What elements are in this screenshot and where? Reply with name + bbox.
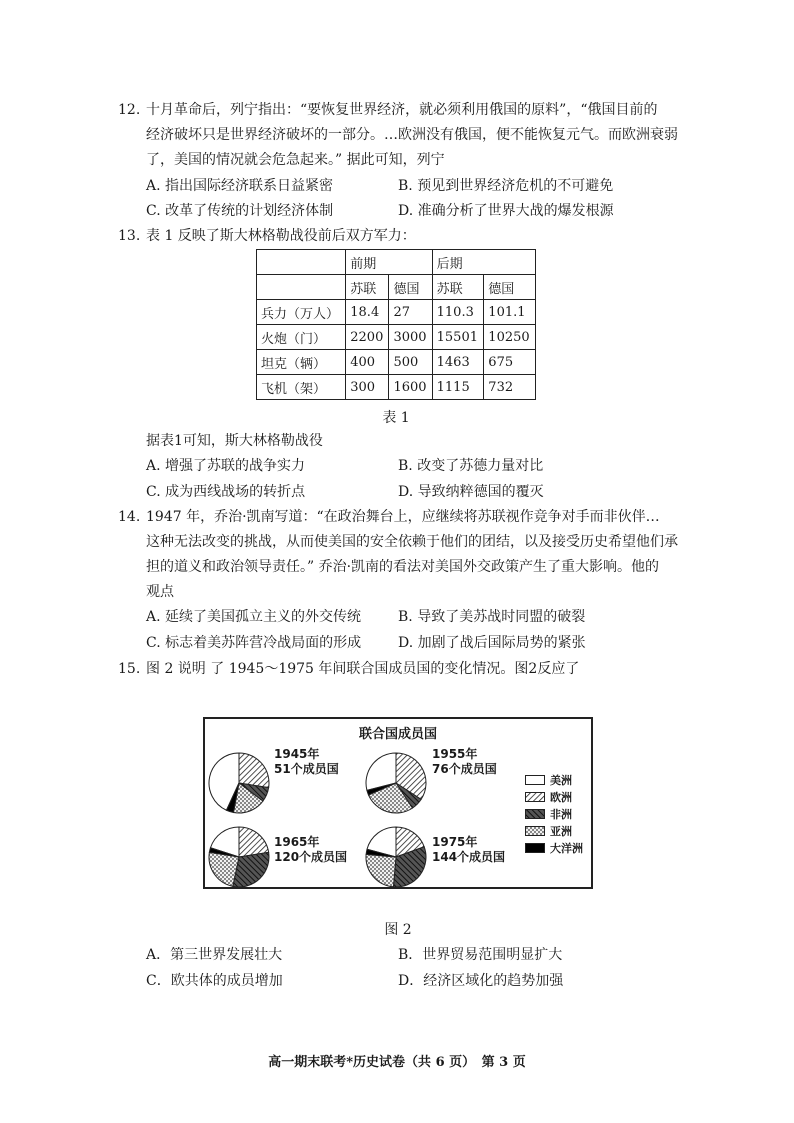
q14-number: 14. xyxy=(118,509,141,525)
table-corner-cell xyxy=(257,250,346,275)
pie-1955 xyxy=(366,753,426,813)
table-period-header: 后期 xyxy=(432,250,535,275)
figure-title: 联合国成员国 xyxy=(358,727,437,742)
legend-item-americas xyxy=(525,771,583,788)
q14-option-c[interactable]: C. 标志着美苏阵营冷战局面的形成 xyxy=(146,635,362,651)
legend-item-europe xyxy=(525,788,583,805)
pie-label-year: 1965年 xyxy=(274,835,320,849)
pie-label-1945 xyxy=(274,747,339,777)
table-side-header: 苏联 xyxy=(346,275,389,300)
pie-slice-asia xyxy=(366,854,396,887)
table-cell: 2200 xyxy=(346,325,389,350)
q15-option-c[interactable]: C．欧共体的成员增加 xyxy=(146,973,283,989)
table-subheader-row xyxy=(257,275,536,300)
pie-slice-europe xyxy=(239,827,269,857)
q14-option-b[interactable]: B. 导致了美苏战时同盟的破裂 xyxy=(398,609,586,625)
q14-line-4: 观点 xyxy=(146,584,174,600)
legend-label: 非洲 xyxy=(550,807,572,821)
un-members-figure xyxy=(203,717,593,889)
pie-slice-europe xyxy=(239,753,269,788)
army-strength-table xyxy=(256,249,536,400)
table-cell: 27 xyxy=(389,300,432,325)
pie-label-1955 xyxy=(432,747,497,777)
figure-caption: 图 2 xyxy=(384,922,412,938)
table-cell: 15501 xyxy=(432,325,484,350)
table-row-label: 兵力（万人） xyxy=(257,300,346,325)
q15-stem: 图 2 说明 了 1945～1975 年间联合国成员国的变化情况。图2反应了 xyxy=(146,661,580,677)
q13-option-d[interactable]: D. 导致纳粹德国的覆灭 xyxy=(398,484,544,500)
q14-option-a[interactable]: A. 延续了美国孤立主义的外交传统 xyxy=(146,609,362,625)
table-cell: 18.4 xyxy=(346,300,389,325)
pie-1965 xyxy=(209,827,269,887)
q12-option-b[interactable]: B. 预见到世界经济危机的不可避免 xyxy=(398,178,614,194)
table-side-header: 德国 xyxy=(389,275,432,300)
q14-line-1: 1947 年，乔治·凯南写道：“在政治舞台上，应继续将苏联视作竞争对手而非伙伴… xyxy=(146,509,660,525)
table-row-label: 飞机（架） xyxy=(257,375,346,400)
table-row xyxy=(257,300,536,325)
table-cell: 500 xyxy=(389,350,432,375)
legend-swatch xyxy=(525,826,545,836)
q12-option-d[interactable]: D. 准确分析了世界大战的爆发根源 xyxy=(398,203,614,219)
table-cell: 110.3 xyxy=(432,300,484,325)
q15-option-a[interactable]: A．第三世界发展壮大 xyxy=(146,947,283,963)
table-cell: 1600 xyxy=(389,375,432,400)
q13-stem: 表 1 反映了斯大林格勒战役前后双方军力： xyxy=(146,228,416,244)
q15-number: 15. xyxy=(118,661,141,677)
q12-option-a[interactable]: A. 指出国际经济联系日益紧密 xyxy=(146,178,334,194)
table-row-label: 坦克（辆） xyxy=(257,350,346,375)
table-cell: 3000 xyxy=(389,325,432,350)
table-row xyxy=(257,375,536,400)
q14-line-3: 担的道义和政治领导责任。” 乔治·凯南的看法对美国外交政策产生了重大影响。他的 xyxy=(146,559,660,575)
table-cell: 675 xyxy=(484,350,536,375)
pie-label-year: 1975年 xyxy=(432,835,478,849)
table-row xyxy=(257,350,536,375)
table-corner-cell xyxy=(257,275,346,300)
q13-option-b[interactable]: B. 改变了苏德力量对比 xyxy=(398,458,544,474)
q13-number: 13. xyxy=(118,228,141,244)
pie-1945 xyxy=(209,753,269,813)
table-side-header: 苏联 xyxy=(432,275,484,300)
table-cell: 1463 xyxy=(432,350,484,375)
legend-label: 欧洲 xyxy=(550,790,572,804)
legend-item-asia xyxy=(525,822,583,839)
legend-swatch xyxy=(525,809,545,819)
table-side-header: 德国 xyxy=(484,275,536,300)
table-row-label: 火炮（门） xyxy=(257,325,346,350)
q13-option-a[interactable]: A. 增强了苏联的战争实力 xyxy=(146,458,306,474)
q12-line-1: 十月革命后，列宁指出：“要恢复世界经济，就必须利用俄国的原料”，“俄国目前的 xyxy=(146,102,658,118)
legend-swatch xyxy=(525,843,545,853)
legend-label: 美洲 xyxy=(550,773,572,787)
pie-label-count: 51个成员国 xyxy=(274,762,339,776)
table-cell: 732 xyxy=(484,375,536,400)
legend-swatch xyxy=(525,792,545,802)
legend-item-africa xyxy=(525,805,583,822)
table-cell: 101.1 xyxy=(484,300,536,325)
legend-label: 亚洲 xyxy=(550,824,572,838)
legend-swatch xyxy=(525,775,545,785)
pie-label-count: 76个成员国 xyxy=(432,762,497,776)
pie-label-1965 xyxy=(274,835,347,865)
pie-label-year: 1945年 xyxy=(274,747,320,761)
q15-option-b[interactable]: B．世界贸易范围明显扩大 xyxy=(398,947,563,963)
pie-1975 xyxy=(366,827,426,887)
q13-option-c[interactable]: C. 成为西线战场的转折点 xyxy=(146,484,306,500)
q12-line-3: 了，美国的情况就会危急起来。” 据此可知，列宁 xyxy=(146,152,445,168)
legend-label: 大洋洲 xyxy=(550,841,583,855)
table-row xyxy=(257,325,536,350)
page-footer: 高一期末联考*历史试卷（共 6 页） 第 3 页 xyxy=(268,1055,526,1070)
pie-label-year: 1955年 xyxy=(432,747,478,761)
q12-line-2: 经济破坏只是世界经济破坏的一部分。…欧洲没有俄国，便不能恢复元气。而欧洲衰弱 xyxy=(146,127,678,143)
table-period-header: 前期 xyxy=(346,250,432,275)
q13-question: 据表1可知，斯大林格勒战役 xyxy=(146,433,323,449)
pie-label-count: 144个成员国 xyxy=(432,850,506,864)
q15-option-d[interactable]: D．经济区域化的趋势加强 xyxy=(398,973,564,989)
table-cell: 10250 xyxy=(484,325,536,350)
chart-legend xyxy=(525,771,583,856)
q14-line-2: 这种无法改变的挑战，从而使美国的安全依赖于他们的团结，以及接受历史希望他们承 xyxy=(146,534,678,550)
table-cell: 1115 xyxy=(432,375,484,400)
legend-item-oceania xyxy=(525,839,583,856)
table-caption: 表 1 xyxy=(382,410,410,426)
pie-label-1975 xyxy=(432,835,505,865)
q14-option-d[interactable]: D. 加剧了战后国际局势的紧张 xyxy=(398,635,586,651)
table-cell: 300 xyxy=(346,375,389,400)
q12-number: 12. xyxy=(118,102,141,118)
pie-label-count: 120个成员国 xyxy=(274,850,348,864)
q12-option-c[interactable]: C. 改革了传统的计划经济体制 xyxy=(146,203,334,219)
table-header-row xyxy=(257,250,536,275)
table-cell: 400 xyxy=(346,350,389,375)
